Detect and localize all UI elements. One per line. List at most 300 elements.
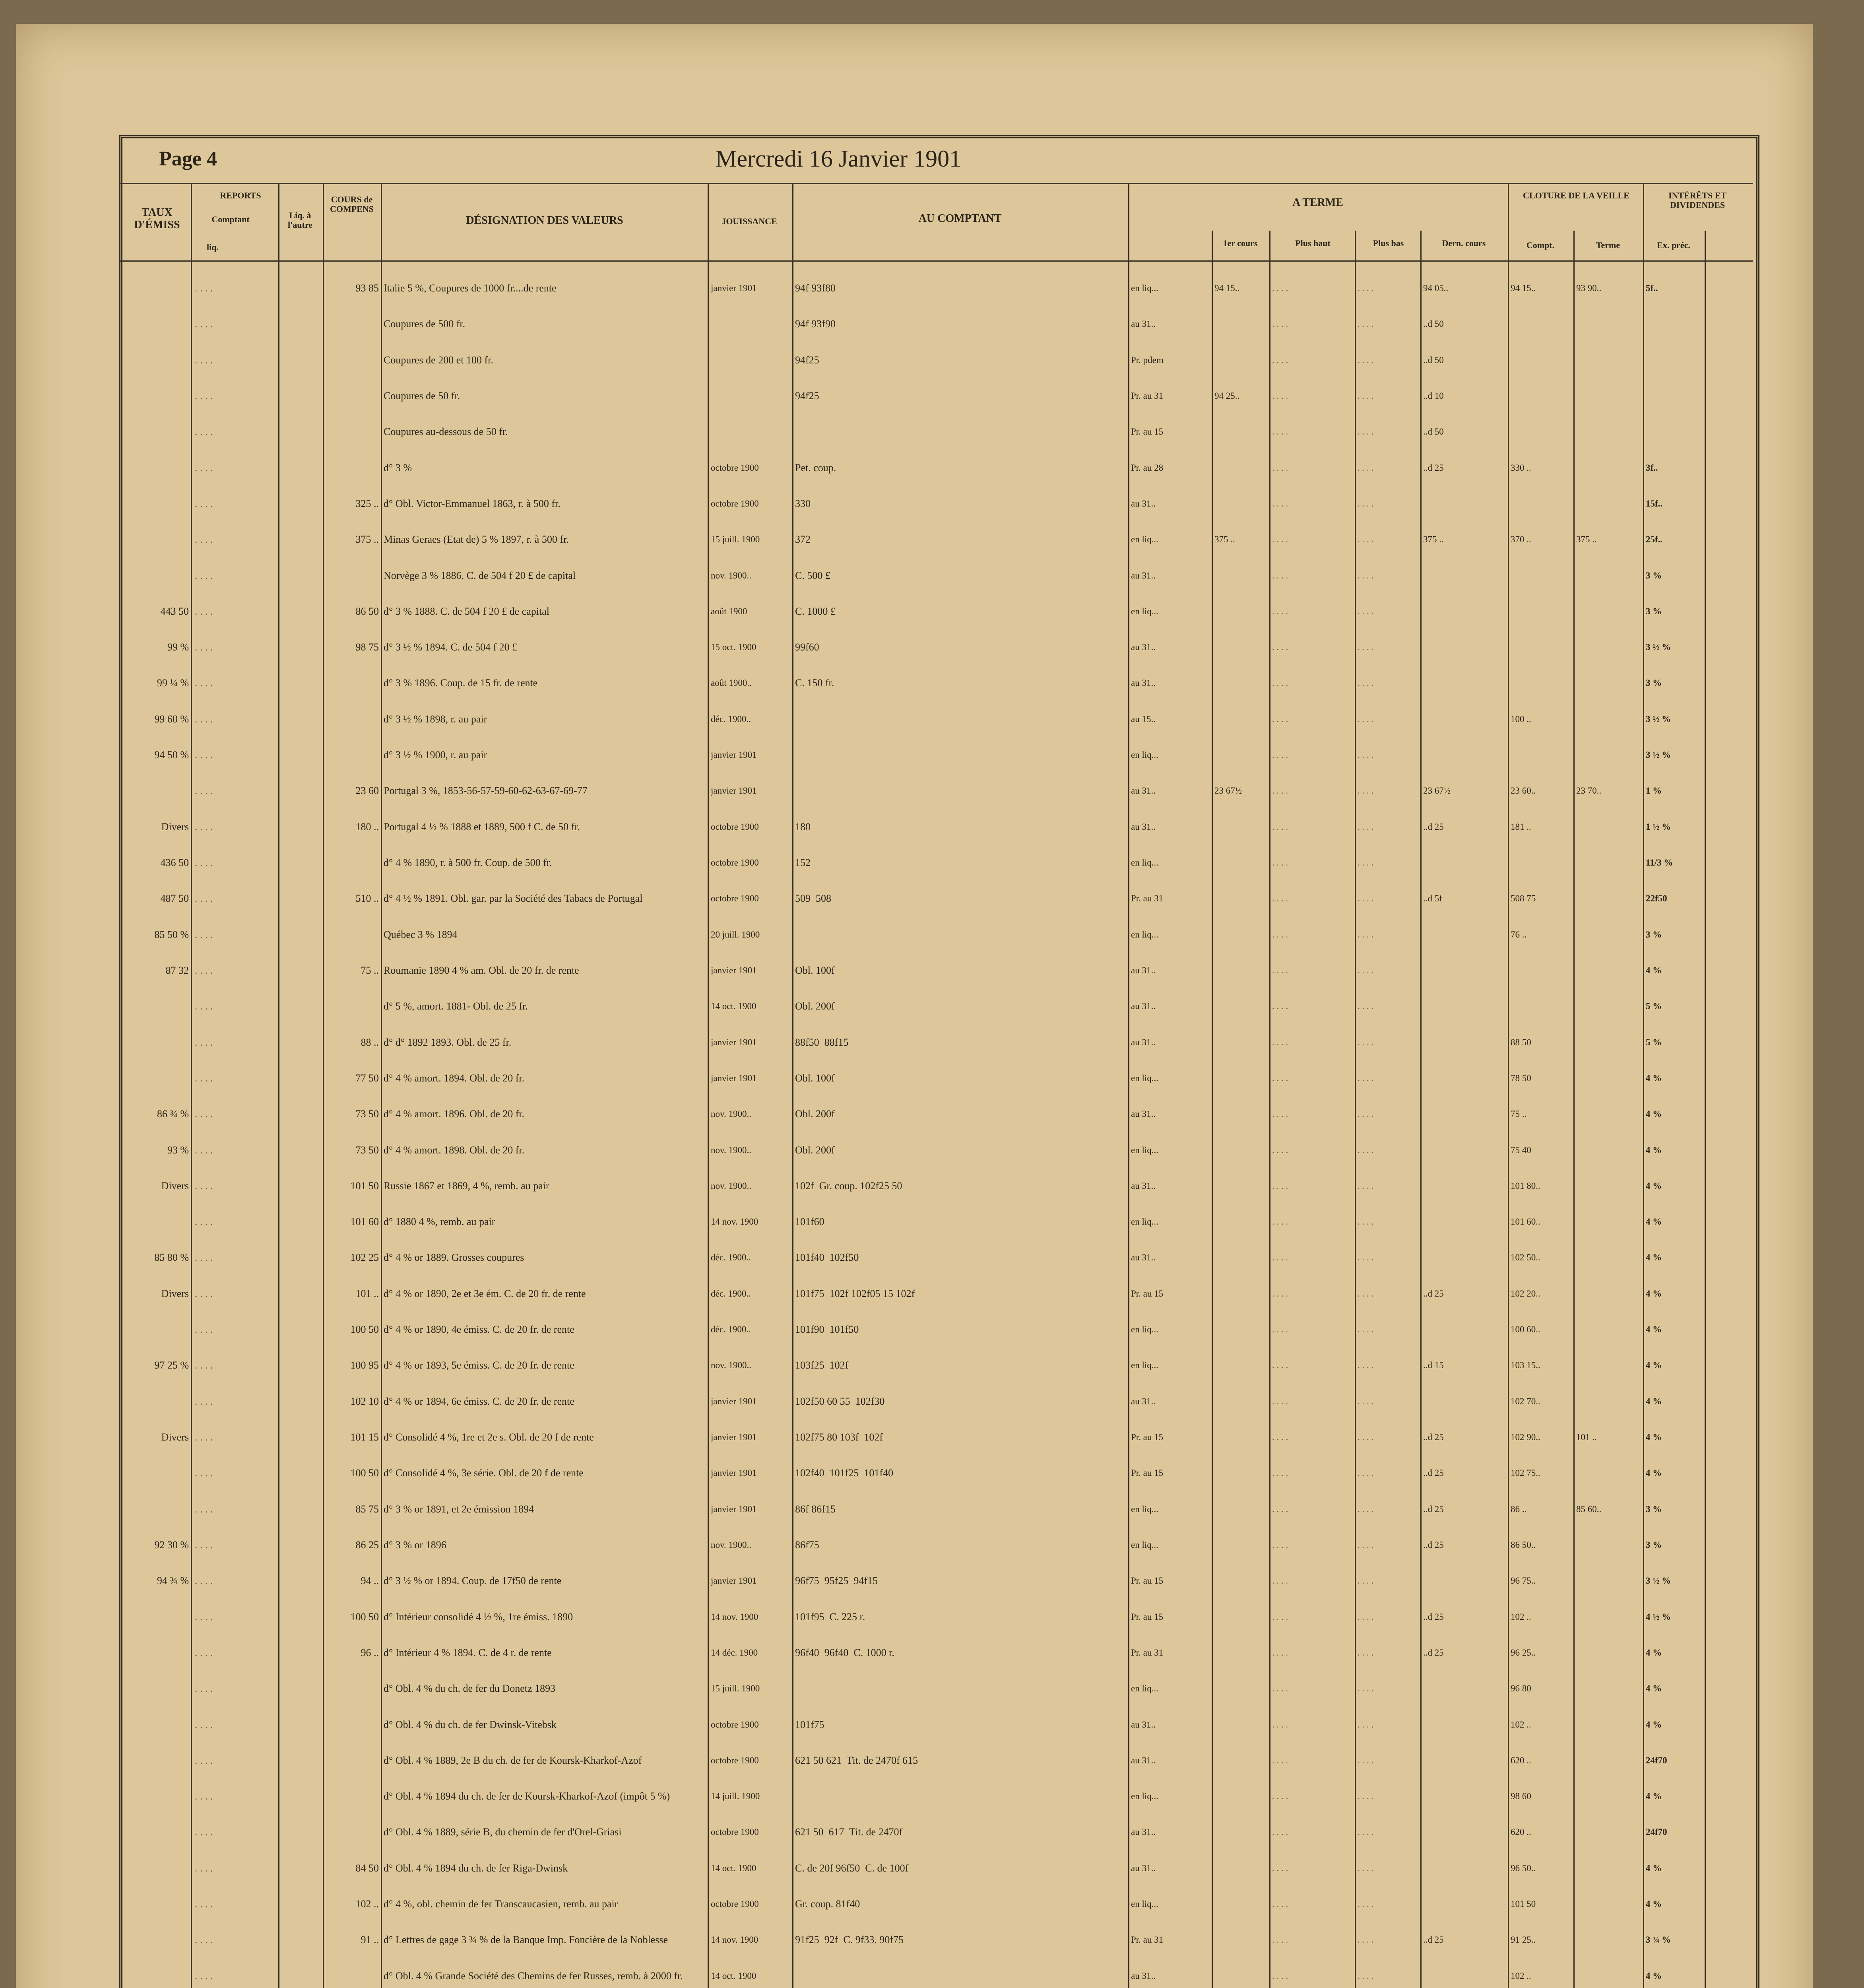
table-cell-cloture_terme (1576, 1743, 1642, 1778)
table-cell-cours: 101 60 (350, 1216, 379, 1228)
column-plus-haut (1272, 270, 1354, 1988)
table-cell-premier (1214, 881, 1268, 916)
table-cell-cloture_terme (1576, 988, 1642, 1024)
dot-leader: . . . . (1272, 893, 1288, 904)
table-cell-premier (1214, 1850, 1268, 1886)
table-cell-premier (1214, 629, 1268, 665)
table-cell-dernier (1423, 665, 1507, 701)
table-cell-taux (123, 1384, 189, 1419)
table-cell-terme_echeance: en liq... (1131, 534, 1158, 545)
table-cell-comptant: C. 150 fr. (795, 677, 834, 689)
table-cell-dernier (1423, 1132, 1507, 1168)
table-cell-premier (1214, 1778, 1268, 1814)
table-cell-cloture_terme: 375 .. (1576, 534, 1597, 545)
table-cell-jouissance: 14 oct. 1900 (711, 1863, 756, 1873)
column-dernier-cours (1423, 270, 1507, 1988)
dot-leader: . . . . (195, 821, 213, 833)
table-cell-cloture_terme (1576, 1671, 1642, 1706)
table-cell-interet (1646, 342, 1703, 378)
table-cell-designation: d° 1880 4 %, remb. au pair (384, 1216, 495, 1228)
col-header-au-comptant: AU COMPTANT (918, 212, 1002, 225)
col-header-reports: REPORTS (220, 190, 261, 200)
table-cell-cloture_terme (1576, 809, 1642, 845)
table-cell-dernier (1423, 629, 1507, 665)
dot-leader: . . . . (1272, 1611, 1288, 1622)
table-cell-taux (123, 306, 189, 342)
table-cell-cours (324, 342, 379, 378)
table-cell-terme_echeance: en liq... (1131, 1073, 1158, 1083)
table-cell-cours: 510 .. (355, 893, 379, 905)
table-cell-cours: 100 50 (350, 1467, 379, 1479)
table-cell-terme_echeance: Pr. au 15 (1131, 427, 1164, 437)
dot-leader: . . . . (1358, 1540, 1374, 1550)
table-cell-interet: 5 % (1646, 1001, 1662, 1011)
dot-leader: . . . . (1358, 821, 1374, 832)
table-cell-jouissance: nov. 1900.. (711, 1360, 752, 1371)
table-cell-interet: 3f.. (1646, 462, 1658, 473)
dot-leader: . . . . (1272, 606, 1288, 616)
table-cell-cloture_terme (1576, 1563, 1642, 1599)
table-cell-cloture_terme (1576, 1814, 1642, 1850)
table-cell-cloture_terme (1576, 594, 1642, 629)
table-cell-designation: d° 4 % or 1890, 4e émiss. C. de 20 fr. de rente (384, 1324, 574, 1336)
table-cell-jouissance: août 1900.. (711, 678, 752, 688)
table-cell-interet (1646, 306, 1703, 342)
column-plus-bas (1358, 270, 1419, 1988)
dot-leader: . . . . (1358, 1288, 1374, 1299)
table-cell-designation: d° Intérieur 4 % 1894. C. de 4 r. de rente (384, 1646, 552, 1658)
table-cell-designation: Coupures au-dessous de 50 fr. (384, 426, 508, 438)
dot-leader: . . . . (195, 749, 213, 761)
table-cell-cours (324, 1814, 379, 1850)
table-cell-terme_echeance: au 31.. (1131, 642, 1156, 652)
column-premier-cours (1214, 270, 1268, 1988)
table-cell-interet: 4 % (1646, 1288, 1662, 1299)
dot-leader: . . . . (195, 1970, 213, 1982)
table-cell-taux (123, 1204, 189, 1240)
table-cell-comptant (795, 1671, 1127, 1706)
table-cell-cours: 86 50 (355, 605, 379, 617)
dot-leader: . . . . (195, 318, 213, 330)
table-cell-designation: d° Obl. 4 % 1894 du ch. de fer de Koursk-Kharkof-Azof (impôt 5 %) (384, 1790, 670, 1802)
table-cell-terme_echeance: au 31.. (1131, 1252, 1156, 1263)
table-cell-designation: d° Obl. 4 % du ch. de fer du Donetz 1893 (384, 1683, 556, 1695)
table-cell-taux (123, 1671, 189, 1706)
table-cell-taux (123, 342, 189, 378)
table-cell-taux (123, 1743, 189, 1778)
table-cell-terme_echeance: Pr. au 31 (1131, 1935, 1164, 1945)
table-cell-interet: 3 ¾ % (1646, 1935, 1671, 1945)
table-cell-comptant: 621 50 621 Tit. de 2470f 615 (795, 1754, 918, 1766)
table-cell-jouissance: 14 juill. 1900 (711, 1791, 760, 1802)
table-cell-designation: Russie 1867 et 1869, 4 %, remb. au pair (384, 1180, 549, 1192)
table-cell-premier (1214, 701, 1268, 737)
dot-leader: . . . . (195, 426, 213, 438)
table-cell-jouissance: nov. 1900.. (711, 1145, 752, 1155)
table-cell-cloture_terme (1576, 306, 1642, 342)
table-cell-premier: 94 25.. (1214, 390, 1240, 401)
dot-leader: . . . . (195, 497, 213, 509)
table-cell-cloture_compt: 620 .. (1511, 1827, 1531, 1837)
dot-leader: . . . . (195, 1718, 213, 1730)
dot-leader: . . . . (1358, 390, 1374, 401)
table-cell-terme_echeance: Pr. au 15 (1131, 1288, 1164, 1299)
col-header-cloture-terme: Terme (1596, 240, 1620, 250)
col-header-liq-autre: Liq. à l'autre (288, 210, 312, 230)
dot-leader: . . . . (1358, 1863, 1374, 1873)
table-cell-cloture_terme (1576, 1276, 1642, 1312)
table-cell-cours: 73 50 (355, 1108, 379, 1120)
col-rule (708, 183, 709, 1988)
table-cell-cours (324, 1958, 379, 1988)
table-cell-interet: 3 ½ % (1646, 1576, 1671, 1586)
table-cell-cloture_terme (1576, 1958, 1642, 1988)
table-cell-interet (1646, 378, 1703, 414)
table-cell-designation: d° 4 % or 1893, 5e émiss. C. de 20 fr. de rente (384, 1359, 574, 1371)
table-cell-jouissance: janvier 1901 (711, 1396, 757, 1406)
table-cell-comptant (795, 1958, 1127, 1988)
dot-leader: . . . . (195, 1359, 213, 1371)
dot-leader: . . . . (195, 534, 213, 546)
table-cell-comptant (795, 773, 1127, 809)
table-cell-taux: 99 % (167, 641, 189, 653)
table-cell-comptant: Pet. coup. (795, 462, 836, 474)
table-cell-cours (324, 1671, 379, 1706)
table-cell-jouissance: déc. 1900.. (711, 714, 751, 724)
table-cell-terme_echeance: au 31.. (1131, 498, 1156, 509)
table-cell-cours: 102 25 (350, 1252, 379, 1264)
table-cell-designation: d° Consolidé 4 %, 3e série. Obl. de 20 f de rente (384, 1467, 584, 1479)
col-rule (1355, 231, 1356, 1988)
table-cell-cours: 96 .. (361, 1646, 379, 1658)
table-cell-premier (1214, 1958, 1268, 1988)
table-cell-terme_echeance: en liq... (1131, 1899, 1158, 1909)
column-jouissance (711, 270, 790, 1988)
table-cell-jouissance (711, 414, 790, 450)
column-cloture-terme (1576, 270, 1642, 1988)
col-header-premier-cours: 1er cours (1223, 238, 1258, 248)
table-cell-dernier: ..d 25 (1423, 1468, 1444, 1478)
table-cell-interet: 24f70 (1646, 1755, 1667, 1765)
dot-leader: . . . . (1272, 1396, 1288, 1406)
table-cell-cloture_compt: 91 25.. (1511, 1935, 1536, 1945)
table-cell-terme_echeance: au 31.. (1131, 1971, 1156, 1981)
table-cell-designation: d° Intérieur consolidé 4 ½ %, 1re émiss. 1890 (384, 1611, 573, 1623)
table-cell-premier (1214, 809, 1268, 845)
column-cloture-compt (1511, 270, 1572, 1988)
table-cell-cours: 375 .. (355, 534, 379, 546)
table-cell-premier (1214, 737, 1268, 773)
table-cell-jouissance: 14 oct. 1900 (711, 1971, 756, 1981)
dot-leader: . . . . (1358, 1899, 1374, 1909)
table-cell-jouissance: nov. 1900.. (711, 1540, 752, 1550)
table-cell-taux: Divers (161, 1431, 189, 1443)
table-cell-taux (123, 414, 189, 450)
column-terme-echeance (1131, 270, 1210, 1988)
table-cell-cloture_compt (1511, 558, 1572, 594)
table-cell-jouissance: janvier 1901 (711, 1073, 757, 1083)
dot-leader: . . . . (1358, 1791, 1374, 1802)
table-cell-premier (1214, 1419, 1268, 1455)
dot-leader: . . . . (1358, 1971, 1374, 1981)
table-cell-jouissance: 15 juill. 1900 (711, 534, 760, 545)
table-cell-jouissance: octobre 1900 (711, 821, 759, 832)
table-cell-designation: Coupures de 200 et 100 fr. (384, 354, 493, 366)
table-cell-terme_echeance: au 31.. (1131, 786, 1156, 796)
table-cell-jouissance: 14 nov. 1900 (711, 1217, 758, 1227)
table-cell-terme_echeance: Pr. au 15 (1131, 1432, 1164, 1442)
table-cell-terme_echeance: en liq... (1131, 1791, 1158, 1802)
dot-leader: . . . . (1272, 1180, 1288, 1191)
table-cell-jouissance: octobre 1900 (711, 1755, 759, 1765)
table-cell-premier (1214, 665, 1268, 701)
table-cell-terme_echeance: Pr. au 15 (1131, 1468, 1164, 1478)
dot-leader: . . . . (1272, 462, 1288, 473)
col-header-cloture: CLOTURE DE LA VEILLE (1523, 190, 1629, 200)
col-header-ex-prec: Ex. préc. (1657, 240, 1690, 250)
dot-leader: . . . . (1358, 965, 1374, 975)
table-cell-cours (324, 845, 379, 881)
table-cell-dernier: ..d 50 (1423, 427, 1444, 437)
table-cell-taux: 487 50 (160, 893, 189, 905)
table-cell-taux (123, 1886, 189, 1922)
dot-leader: . . . . (1272, 1791, 1288, 1802)
dot-leader: . . . . (195, 1395, 213, 1407)
col-rule (1420, 231, 1422, 1988)
table-cell-jouissance: octobre 1900 (711, 462, 759, 473)
table-cell-taux (123, 773, 189, 809)
table-cell-taux (123, 1312, 189, 1347)
table-cell-interet: 4 % (1646, 1324, 1662, 1335)
dot-leader: . . . . (195, 1036, 213, 1048)
dot-leader: . . . . (1272, 858, 1288, 868)
dot-leader: . . . . (195, 1754, 213, 1766)
table-cell-dernier (1423, 1707, 1507, 1743)
table-cell-designation: Norvège 3 % 1886. C. de 504 f 20 £ de capital (384, 569, 576, 581)
table-cell-cloture_compt: 98 60 (1511, 1791, 1531, 1802)
table-cell-comptant: 94f25 (795, 354, 819, 366)
table-cell-terme_echeance: au 31.. (1131, 1863, 1156, 1873)
table-cell-interet: 5f.. (1646, 283, 1658, 293)
table-cell-jouissance: déc. 1900.. (711, 1288, 751, 1299)
table-cell-dernier (1423, 594, 1507, 629)
table-cell-interet: 4 % (1646, 1252, 1662, 1263)
table-cell-cloture_terme: 101 .. (1576, 1432, 1597, 1442)
table-cell-cloture_terme (1576, 558, 1642, 594)
dot-leader: . . . . (1272, 1432, 1288, 1442)
table-cell-designation: d° 5 %, amort. 1881- Obl. de 25 fr. (384, 1000, 528, 1012)
dot-leader: . . . . (1272, 929, 1288, 940)
table-cell-comptant: C. de 20f 96f50 C. de 100f (795, 1862, 909, 1874)
table-cell-interet: 4 % (1646, 1180, 1662, 1191)
table-cell-interet: 4 % (1646, 1360, 1662, 1371)
table-cell-dernier (1423, 1312, 1507, 1347)
table-cell-cours: 180 .. (355, 821, 379, 833)
dot-leader: . . . . (1358, 1001, 1374, 1011)
dot-leader: . . . . (195, 1862, 213, 1874)
table-cell-comptant (795, 737, 1127, 773)
table-cell-cours (324, 1743, 379, 1778)
table-cell-jouissance: déc. 1900.. (711, 1252, 751, 1263)
table-cell-dernier: ..d 25 (1423, 1611, 1444, 1622)
table-cell-taux (123, 270, 189, 306)
table-cell-interet: 4 % (1646, 1863, 1662, 1873)
table-cell-cloture_terme (1576, 1096, 1642, 1132)
table-cell-designation: d° 3 % (384, 462, 412, 474)
page-number: Page 4 (159, 148, 217, 170)
table-cell-premier (1214, 1347, 1268, 1383)
table-cell-terme_echeance: au 31.. (1131, 1037, 1156, 1047)
dot-leader: . . . . (195, 282, 213, 294)
table-cell-premier (1214, 1707, 1268, 1743)
dot-leader: . . . . (1358, 570, 1374, 580)
dot-leader: . . . . (1272, 534, 1288, 545)
col-header-cours-compens: COURS de COMPENS (330, 194, 374, 214)
table-cell-interet: 3 % (1646, 929, 1662, 940)
table-cell-terme_echeance: en liq... (1131, 1324, 1158, 1335)
dot-leader: . . . . (1272, 498, 1288, 509)
table-cell-jouissance: octobre 1900 (711, 1719, 759, 1730)
table-cell-comptant: 103f25 102f (795, 1359, 849, 1371)
dot-leader: . . . . (1358, 1935, 1374, 1945)
table-cell-dernier: 23 67½ (1423, 786, 1451, 796)
table-cell-designation: d° 4 % 1890, r. à 500 fr. Coup. de 500 fr. (384, 857, 552, 868)
col-rule (1212, 231, 1213, 1988)
table-cell-cloture_terme (1576, 1240, 1642, 1276)
table-cell-premier (1214, 1599, 1268, 1635)
table-cell-comptant: 86f75 (795, 1539, 819, 1551)
table-cell-premier (1214, 1671, 1268, 1706)
table-cell-interet: 4 % (1646, 1145, 1662, 1155)
table-cell-cours: 101 .. (355, 1287, 379, 1299)
dot-leader: . . . . (1358, 1683, 1374, 1694)
dot-leader: . . . . (195, 1216, 213, 1228)
table-cell-taux: Divers (161, 1287, 189, 1299)
table-cell-taux (123, 450, 189, 486)
table-cell-terme_echeance: au 31.. (1131, 1755, 1156, 1765)
table-cell-cours: 102 .. (355, 1898, 379, 1910)
table-cell-taux (123, 1455, 189, 1491)
col-rule (1573, 231, 1575, 1988)
dot-leader: . . . . (195, 1898, 213, 1910)
table-cell-taux (123, 1491, 189, 1527)
table-cell-terme_echeance: en liq... (1131, 1504, 1158, 1514)
table-cell-premier (1214, 917, 1268, 953)
table-cell-comptant: Obl. 100f (795, 1072, 835, 1084)
dot-leader: . . . . (1272, 570, 1288, 580)
dot-leader: . . . . (1358, 319, 1374, 329)
table-cell-cloture_compt: 103 15.. (1511, 1360, 1540, 1371)
table-cell-comptant: 96f75 95f25 94f15 (795, 1575, 878, 1587)
dot-leader: . . . . (195, 713, 213, 725)
table-cell-dernier (1423, 1850, 1507, 1886)
table-cell-dernier (1423, 701, 1507, 737)
table-cell-jouissance: janvier 1901 (711, 1468, 757, 1478)
table-cell-interet: 4 % (1646, 1647, 1662, 1658)
dot-leader: . . . . (1272, 1324, 1288, 1335)
table-cell-comptant: 102f50 60 55 102f30 (795, 1395, 885, 1407)
table-cell-cloture_compt: 620 .. (1511, 1755, 1531, 1765)
table-cell-cloture_compt: 102 20.. (1511, 1288, 1540, 1299)
dot-leader: . . . . (1272, 1252, 1288, 1263)
dot-leader: . . . . (195, 1467, 213, 1479)
table-cell-taux (123, 1958, 189, 1988)
table-cell-cours (324, 1707, 379, 1743)
col-header-plus-bas: Plus bas (1373, 238, 1404, 248)
table-cell-dernier (1423, 1958, 1507, 1988)
table-cell-designation: Italie 5 %, Coupures de 1000 fr....de rente (384, 282, 557, 294)
table-cell-cloture_compt (1511, 414, 1572, 450)
table-cell-designation: d° 3 % 1896. Coup. de 15 fr. de rente (384, 677, 538, 689)
table-cell-jouissance: janvier 1901 (711, 1576, 757, 1586)
table-cell-dernier (1423, 558, 1507, 594)
table-cell-terme_echeance: Pr. au 15 (1131, 1611, 1164, 1622)
table-cell-comptant: 102f40 101f25 101f40 (795, 1467, 893, 1479)
table-cell-comptant: 101f40 102f50 (795, 1252, 859, 1264)
table-cell-premier (1214, 1132, 1268, 1168)
dot-leader: . . . . (195, 569, 213, 581)
table-cell-terme_echeance: en liq... (1131, 606, 1158, 616)
dot-leader: . . . . (1358, 355, 1374, 365)
table-cell-premier (1214, 1455, 1268, 1491)
table-cell-cloture_compt: 100 .. (1511, 714, 1531, 724)
table-cell-cloture_terme (1576, 1886, 1642, 1922)
dot-leader: . . . . (1358, 1504, 1374, 1514)
table-cell-cloture_compt: 102 90.. (1511, 1432, 1540, 1442)
dot-leader: . . . . (1358, 1576, 1374, 1586)
table-cell-cours: 101 50 (350, 1180, 379, 1192)
dot-leader: . . . . (1272, 283, 1288, 293)
table-cell-interet: 4 % (1646, 1396, 1662, 1406)
table-cell-designation: d° 4 % or 1894, 6e émiss. C. de 20 fr. de rente (384, 1395, 574, 1407)
table-cell-cloture_terme (1576, 1455, 1642, 1491)
table-cell-premier (1214, 414, 1268, 450)
dot-leader: . . . . (195, 1144, 213, 1156)
dot-leader: . . . . (1272, 1073, 1288, 1083)
table-cell-comptant (795, 414, 1127, 450)
dot-leader: . . . . (195, 1826, 213, 1838)
table-cell-comptant: C. 500 £ (795, 569, 830, 581)
table-cell-designation: d° 4 % or 1889. Grosses coupures (384, 1252, 524, 1264)
table-cell-cloture_compt: 370 .. (1511, 534, 1531, 545)
table-cell-dernier (1423, 1025, 1507, 1060)
table-cell-cloture_compt: 508 75 (1511, 893, 1536, 904)
table-cell-dernier (1423, 953, 1507, 988)
table-cell-taux: 94 ¾ % (157, 1575, 189, 1587)
table-cell-taux (123, 1707, 189, 1743)
table-cell-cloture_compt: 78 50 (1511, 1073, 1531, 1083)
dot-leader: . . . . (1358, 1324, 1374, 1335)
dot-leader: . . . . (1272, 1288, 1288, 1299)
table-cell-taux (123, 1025, 189, 1060)
table-cell-cloture_terme (1576, 450, 1642, 486)
table-cell-cloture_compt (1511, 737, 1572, 773)
table-cell-taux (123, 1060, 189, 1096)
table-cell-taux: 99 ¼ % (157, 677, 189, 689)
dot-leader: . . . . (195, 1611, 213, 1623)
table-cell-designation: d° Obl. 4 % du ch. de fer Dwinsk-Vitebsk (384, 1718, 557, 1730)
table-cell-dernier: ..d 50 (1423, 355, 1444, 365)
table-cell-interet: 4 % (1646, 1791, 1662, 1802)
dot-leader: . . . . (1358, 1432, 1374, 1442)
table-cell-dernier (1423, 1563, 1507, 1599)
table-cell-interet: 4 % (1646, 1719, 1662, 1730)
table-cell-terme_echeance: Pr. au 15 (1131, 1576, 1164, 1586)
table-cell-cloture_terme (1576, 737, 1642, 773)
col-rule (1508, 183, 1509, 1988)
table-cell-designation: Minas Geraes (Etat de) 5 % 1897, r. à 500 fr. (384, 534, 569, 546)
table-cell-cours: 93 85 (355, 282, 379, 294)
